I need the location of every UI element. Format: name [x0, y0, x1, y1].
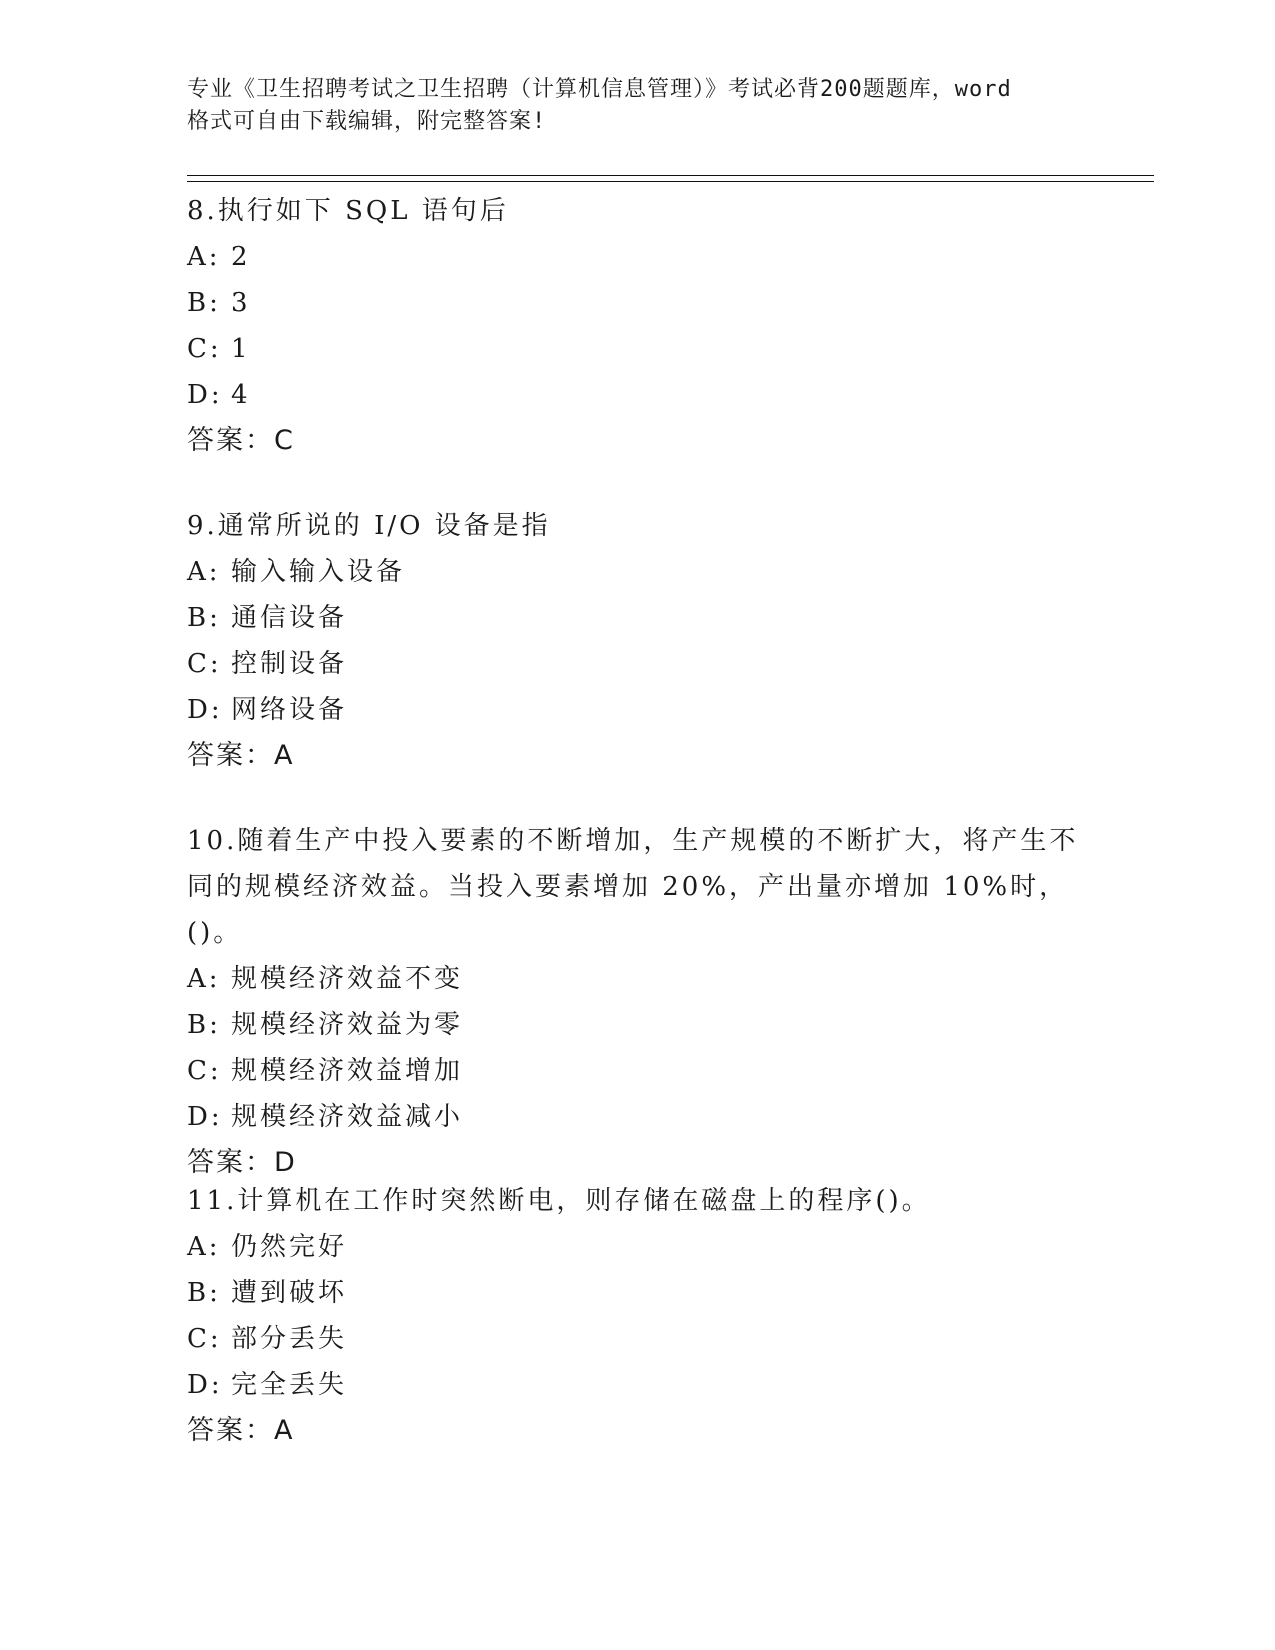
option-text: 完全丢失	[231, 1370, 348, 1400]
question-stem: 9.通常所说的 I/O 设备是指	[187, 511, 551, 541]
question-10	[187, 818, 1087, 1186]
question-stem: 11.计算机在工作时突然断电，则存储在磁盘上的程序()。	[187, 1186, 931, 1216]
option-key: C:	[187, 334, 222, 364]
option-c	[187, 641, 1087, 687]
answer-line: 答案：A	[187, 740, 295, 771]
option-b	[187, 1002, 1087, 1048]
option-text: 遭到破坏	[231, 1278, 348, 1308]
option-a	[187, 549, 1087, 595]
option-key: D:	[187, 380, 223, 410]
option-c	[187, 326, 1087, 372]
question-stem: 8.执行如下 SQL 语句后	[187, 196, 509, 226]
header-line-1: 专业《卫生招聘考试之卫生招聘（计算机信息管理）》考试必背200题题库，word	[187, 77, 1012, 102]
question-stem: 10.随着生产中投入要素的不断增加，生产规模的不断扩大，将产生不同的规模经济效益。当投入要素增加 20%，产出量亦增加 10%时，()。	[187, 826, 1079, 948]
option-b	[187, 280, 1087, 326]
option-b	[187, 595, 1087, 641]
option-d	[187, 372, 1087, 418]
option-text: 部分丢失	[231, 1324, 348, 1354]
option-key: D:	[187, 1102, 223, 1132]
question-11	[187, 1178, 1087, 1454]
option-key: C:	[187, 649, 222, 679]
option-text: 规模经济效益不变	[231, 964, 464, 994]
answer-line: 答案：A	[187, 1415, 295, 1446]
option-text: 仍然完好	[231, 1232, 348, 1262]
option-text: 4	[231, 380, 251, 410]
option-a	[187, 956, 1087, 1002]
option-key: B:	[187, 1010, 221, 1040]
option-b	[187, 1270, 1087, 1316]
document-header	[187, 74, 1087, 138]
option-key: C:	[187, 1056, 222, 1086]
header-line-2: 格式可自由下载编辑，附完整答案!	[187, 109, 547, 134]
option-text: 规模经济效益减小	[231, 1102, 464, 1132]
option-text: 规模经济效益为零	[231, 1010, 464, 1040]
option-key: A:	[187, 557, 221, 587]
option-text: 规模经济效益增加	[231, 1056, 464, 1086]
option-key: D:	[187, 1370, 223, 1400]
option-text: 2	[231, 242, 251, 272]
option-text: 1	[231, 334, 251, 364]
question-9	[187, 503, 1087, 779]
header-divider-bottom	[187, 181, 1154, 182]
option-d	[187, 1362, 1087, 1408]
option-key: B:	[187, 288, 221, 318]
option-text: 控制设备	[231, 649, 348, 679]
option-d	[187, 687, 1087, 733]
option-key: B:	[187, 603, 221, 633]
answer-line: 答案：D	[187, 1147, 297, 1178]
option-a	[187, 234, 1087, 280]
option-key: A:	[187, 964, 221, 994]
option-c	[187, 1316, 1087, 1362]
option-text: 3	[231, 288, 251, 318]
answer-line: 答案：C	[187, 425, 295, 456]
question-8	[187, 188, 1087, 464]
header-divider-top	[187, 175, 1154, 176]
option-text: 通信设备	[231, 603, 348, 633]
option-key: B:	[187, 1278, 221, 1308]
option-text: 输入输入设备	[231, 557, 406, 587]
option-key: C:	[187, 1324, 222, 1354]
option-key: A:	[187, 242, 221, 272]
option-key: D:	[187, 695, 223, 725]
option-c	[187, 1048, 1087, 1094]
option-a	[187, 1224, 1087, 1270]
option-key: A:	[187, 1232, 221, 1262]
option-d	[187, 1094, 1087, 1140]
option-text: 网络设备	[231, 695, 348, 725]
